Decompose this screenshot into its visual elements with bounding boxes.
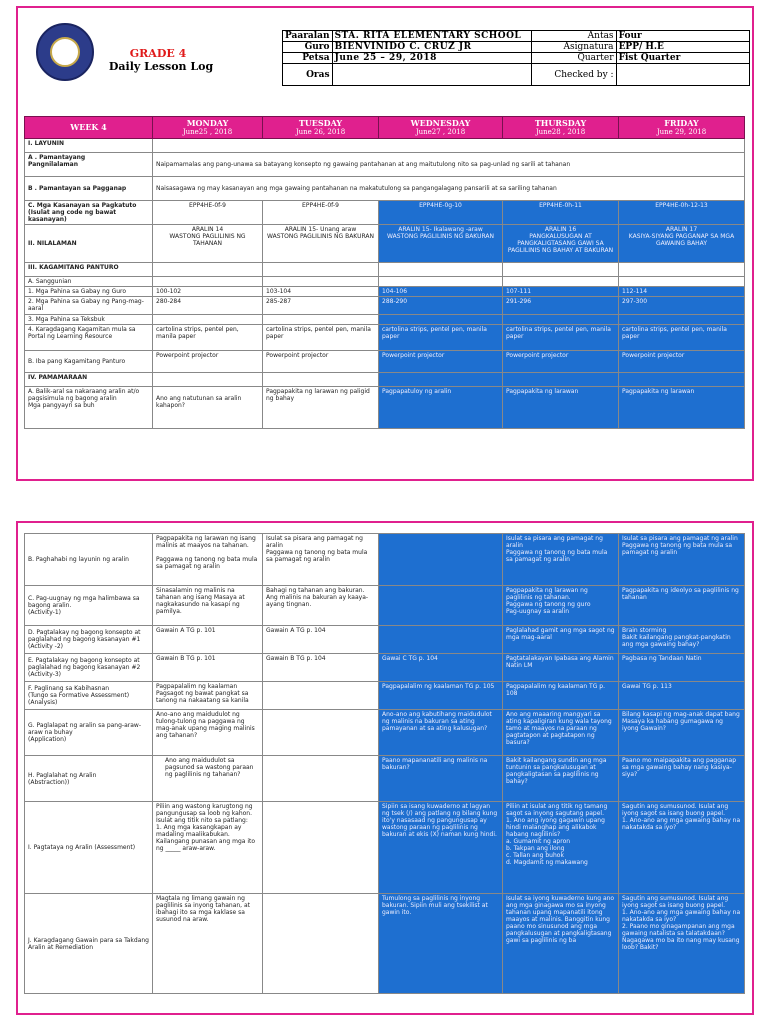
header-info-table <box>282 30 750 86</box>
value-quarter: Fist Quarter <box>616 53 749 64</box>
day-wednesday: WEDNESDAY June27 , 2018 <box>379 117 503 139</box>
day-tuesday: TUESDAY June 26, 2018 <box>263 117 379 139</box>
lesson-table-page-1 <box>24 116 745 429</box>
school-seal-icon <box>36 23 94 81</box>
row-paglalapat: G. Paglalapat ng aralin sa pang-araw-araw na buhay (Application) Ano-ano ang maidudulot ng tulong-tulong na paggawa ng mag-anak upang maging malinis ang tahanan? Ano-ano ang kabutihang maidudulot ng malinis na bakuran sa ating pamayanan at sa ating kalusugan? Ano ang maaaring mangyari sa ating kapaligiran kung wala tayong tamo at maayos na paraan ng pagtatapon at pagtatapon ng basura? Bilang kasapi ng mag-anak dapat bang Masaya ka habang gumagawa ng iyong Gawain? <box>25 710 745 756</box>
grade-title: GRADE 4 <box>129 47 187 60</box>
row-pagganap: B . Pamantayan sa Pagganap Naisasagawa ng may kasanayan ang mga gawaing pantahanan na makatutulong sa pangangalagang pansarili at sa sariling tahanan <box>25 177 745 201</box>
value-guro: BIENVINIDO C. CRUZ JR <box>332 42 531 53</box>
row-paglalahat: H. Paglalahat ng Aralin (Abstraction)) Ano ang maidudulot sa pagsunod sa wastong paraan ng paglilinis ng tahanan? Paano mapananatili ang malinis na bakuran? Bakit kailangang sundin ang mga tuntunin sa pangkalusugan at pangkaligtasan sa paglilinis ng bahay? Paano mo maipapakita ang pagganap sa mga gawaing bahay nang kasiya-siya? <box>25 756 745 802</box>
row-pagtalakay-2: E. Pagtalakay ng bagong konsepto at paglalahad ng bagong kasanayan #2 (Activity-3) Gawain B TG p. 101 Gawain B TG p. 104 Gawai C TG p. 104 Pagtatalakayan Ipabasa ang Alamin Natin LM Pagbasa ng Tandaan Natin <box>25 654 745 682</box>
label-checked-by: Checked by : <box>531 64 616 86</box>
row-karagdagang: 4. Karagdagang Kagamitan mula sa Portal ng Learning Resource cartolina strips, pentel pen, manila paper cartolina strips, pentel pen, manila paper cartolina strips, pentel pen, manila paper cartolina strips, pentel pen, manila paper cartolina strips, pentel pen, manila paper <box>25 325 745 351</box>
row-pagtataya: I. Pagtataya ng Aralin (Assessment) Piliin ang wastong karugtong ng pangungusap sa loob ng kahon. Isulat ang titik nito sa patlang: 1. Ang mga kasangkapan ay madaling maalikabukan. Kailangang punasan ang mga ito ng _____ araw-araw. Sipiin sa isang kuwaderno at lagyan ng tsek (/) ang patlang ng bilang kung ito'y nasasaad ng pangungusap ay wastong paraan ng paglilinis ng bakuran at ekis (X) naman kung hindi. Piliin at isulat ang titik ng tamang sagot sa inyong sagutang papel. 1. Ano ang iyong gagawin upang hindi malanghap ang alikabok habang naglilinis? a. Gumamit ng apron b. Takpan ang ilong c. Tallan ang buhok d. Magdamit ng makawang Sagutin ang sumusunod. Isulat ang iyong sagot sa isang buong papel. 1. Ano-ano ang mga gawaing bahay na nakatakda sa iyo? <box>25 802 745 894</box>
value-paaralan: STA. RITA ELEMENTARY SCHOOL <box>332 31 531 42</box>
lesson-table-page-2 <box>24 533 745 994</box>
value-checked-by <box>616 64 749 86</box>
value-antas: Four <box>616 31 749 42</box>
day-thursday: THURSDAY June28 , 2018 <box>503 117 619 139</box>
row-pamantayang: A . Pamantayang Pangnilalaman Naipamamalas ang pang-unawa sa batayang konsepto ng gawaing pantahanan at ang maitutulong nito sa pag-unlad ng sarili at tahanan <box>25 153 745 177</box>
row-gabay-mag: 2. Mga Pahina sa Gabay ng Pang-mag-aaral 280-284 285-287 288-290 291-296 297-300 <box>25 297 745 315</box>
row-balik-aral: A. Balik-aral sa nakaraang aralin at/o pagsisimula ng bagong aralin Mga pangyayri sa buh Ano ang natutunan sa aralin kahapon? Pagpapakita ng larawan ng paligid ng bahay Pagpapatuloy ng aralin Pagpapakita ng larawan Pagpapakita ng larawan <box>25 387 745 429</box>
value-asignatura: EPP/ H.E <box>616 42 749 53</box>
lesson-log-page-2 <box>16 521 754 1015</box>
log-title: Daily Lesson Log <box>108 60 214 73</box>
day-monday: MONDAY June25 , 2018 <box>153 117 263 139</box>
row-iba: B. Iba pang Kagamitang Panturo Powerpoint projector Powerpoint projector Powerpoint projector Powerpoint projector Powerpoint projector <box>25 351 745 373</box>
week-label: WEEK 4 <box>25 117 153 139</box>
row-sanggunian: A. Sanggunian <box>25 277 745 287</box>
label-quarter: Quarter <box>531 53 616 64</box>
day-friday: FRIDAY June 29, 2018 <box>619 117 745 139</box>
row-karagdagang-gawain: J. Karagdagang Gawain para sa Takdang Aralin at Remediation Magtala ng limang gawain ng paglilinis sa inyong tahanan, at ibahagi ito sa mga kaklase sa susunod na araw. Tumulong sa paglilinis ng inyong bakuran. Sipiin muli ang tsekilist at gawin ito. Isulat sa iyong kuwaderno kung ano ang mga ginagawa mo sa inyong tahanan upang mapanatili itong maayos at malinis. Banggitin kung paano mo sinusunod ang mga pangkalusugan at pangkaligtasang gawi sa paglilinis ng ba Sagutin ang sumusunod. Isulat ang iyong sagot sa isang buong papel. 1. Ano-ano ang mga gawaing bahay na nakatakda sa iyo? 2. Paano mo ginagampanan ang mga gawaing natalista sa talatakdaan? Nagagawa mo ba ito nang may kusang loob? Bakit? <box>25 894 745 994</box>
value-petsa: June 25 – 29, 2018 <box>332 53 531 64</box>
label-guro: Guro <box>283 42 333 53</box>
row-gabay-guro: 1. Mga Pahina sa Gabay ng Guro 100-102 103-104 104-106 107-111 112-114 <box>25 287 745 297</box>
value-oras <box>332 64 531 86</box>
lesson-log-page-1 <box>16 6 754 481</box>
row-teksbuk: 3. Mga Pahina sa Teksbuk <box>25 315 745 325</box>
label-paaralan: Paaralan <box>283 31 333 42</box>
row-layunin: I. LAYUNIN <box>25 139 745 153</box>
row-kagamitan: III. KAGAMITANG PANTURO <box>25 263 745 277</box>
header <box>20 8 750 104</box>
row-paghahabi: B. Paghahabi ng layunin ng aralin Pagpapakita ng larawan ng isang malinis at maayos na tahanan. Paggawa ng tanong ng bata mula sa pamagat ng aralin Isulat sa pisara ang pamagat ng aralin Paggawa ng tanong ng bata mula sa pamagat ng aralin Isulat sa pisara ang pamagat ng aralin Paggawa ng tanong ng bata mula sa pamagat ng aralin Isulat sa pisara ang pamagat ng aralin Paggawa ng tanong ng bata mula sa pamagat ng aralin <box>25 534 745 586</box>
row-kasanayan: C. Mga Kasanayan sa Pagkatuto (Isulat ang code ng bawat kasanayan) EPP4HE-0f-9 EPP4HE-0f-9 EPP4HE-0g-10 EPP4HE-0h-11 EPP4HE-0h-12-13 <box>25 201 745 225</box>
day-header-row <box>25 117 745 139</box>
row-pagtalakay-1: D. Pagtalakay ng bagong konsepto at paglalahad ng bagong kasanayan #1 (Activity -2) Gawain A TG p. 101 Gawain A TG p. 104 Paglalahad gamit ang mga sagot ng mga mag-aaral Brain storming Bakit kailangang pangkat-pangkatin ang mga gawaing bahay? <box>25 626 745 654</box>
label-petsa: Petsa <box>283 53 333 64</box>
label-asignatura: Asignatura <box>531 42 616 53</box>
label-oras: Oras <box>283 64 333 86</box>
row-nilalaman: II. NILALAMAN ARALIN 14 WASTONG PAGLILINIS NG TAHANAN ARALIN 15- Unang araw WASTONG PAGLILINIS NG BAKURAN ARALIN 15- Ikalawang -araw WASTONG PAGLILINIS NG BAKURAN ARALIN 16 PANGKALUSUGAN AT PANGKALIGTASANG GAWI SA PAGLILINIS NG BAHAY AT BAKURAN ARALIN 17 KASIYA-SIYANG PAGGANAP SA MGA GAWAING BAHAY <box>25 225 745 263</box>
row-pag-uugnay: C. Pag-uugnay ng mga halimbawa sa bagong aralin. (Activity-1) Sinasalamin ng malinis na tahanan ang isang Masaya at nagkakasundo na kasapi ng pamilya. Bahagi ng tahanan ang bakuran. Ang malinis na bakuran ay kaaya-ayang tingnan. Pagpapakita ng larawan ng paglilinis ng tahanan. Paggawa ng tanong ng guro Pag-uugnay sa aralin Pagpapakita ng ideolyo sa paglilinis ng tahanan <box>25 586 745 626</box>
row-pamamaraan: IV. PAMAMARAAN <box>25 373 745 387</box>
row-paglinang: F. Paglinang sa Kabihasnan (Tungo sa Formative Assessment) (Analysis) Pagpapalalim ng kaalaman Pagsagot ng bawat pangkat sa tanong na nakaatang sa kanila Pagpapalalim ng kaalaman TG p. 105 Pagpapalalim ng kaalaman TG p. 108 Gawai TG p. 113 <box>25 682 745 710</box>
label-antas: Antas <box>531 31 616 42</box>
